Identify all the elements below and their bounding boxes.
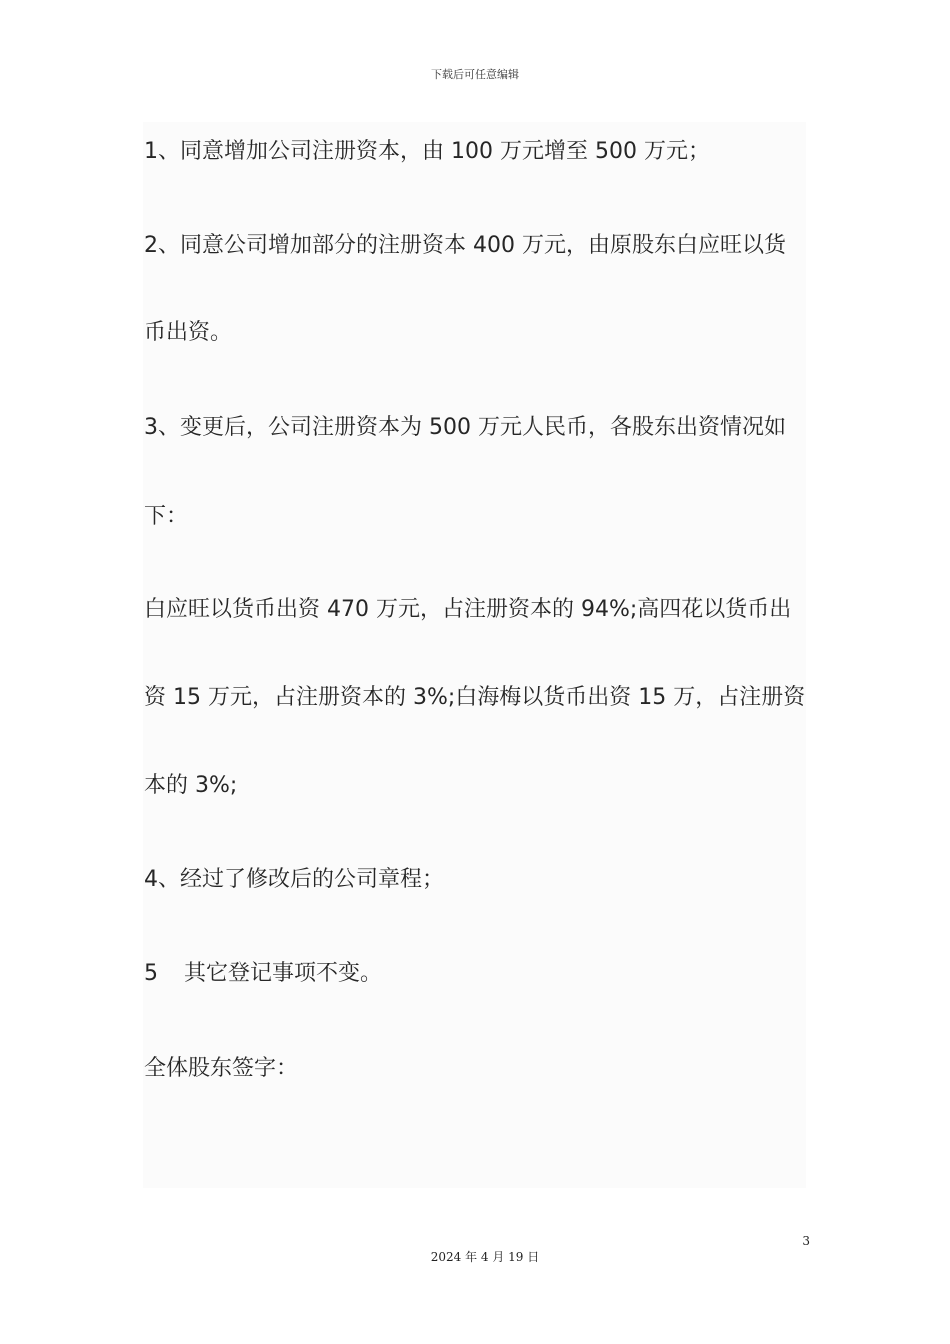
signature-label: 全体股东签字： xyxy=(144,1056,299,1081)
page-header: 下载后可任意编辑 xyxy=(431,68,519,81)
resolution-item-3-line-2: 下： xyxy=(144,504,189,529)
resolution-item-3-line-1: 3、变更后，公司注册资本为 500 万元人民币，各股东出资情况如 xyxy=(144,415,786,440)
resolution-item-5 xyxy=(144,963,814,985)
resolution-item-2-line-2: 币出资。 xyxy=(144,320,233,345)
document-body xyxy=(143,122,806,1188)
resolution-item-4: 4、经过了修改后的公司章程； xyxy=(144,867,444,892)
resolution-item-5-text: 其它登记事项不变。 xyxy=(184,961,383,986)
resolution-item-5-number: 5 xyxy=(144,961,158,986)
shareholder-contribution-line-1: 白应旺以货币出资 470 万元，占注册资本的 94%;高四花以货币出 xyxy=(144,597,792,622)
page-number: 3 xyxy=(802,1234,810,1248)
page-footer-date: 2024 年 4 月 19 日 xyxy=(430,1250,540,1264)
resolution-item-1: 1、同意增加公司注册资本，由 100 万元增至 500 万元； xyxy=(144,139,710,164)
resolution-item-2-line-1: 2、同意公司增加部分的注册资本 400 万元，由原股东白应旺以货 xyxy=(144,233,786,258)
shareholder-contribution-line-2: 资 15 万元，占注册资本的 3%;白海梅以货币出资 15 万，占注册资 xyxy=(144,685,806,710)
shareholder-contribution-line-3: 本的 3%; xyxy=(144,773,238,798)
